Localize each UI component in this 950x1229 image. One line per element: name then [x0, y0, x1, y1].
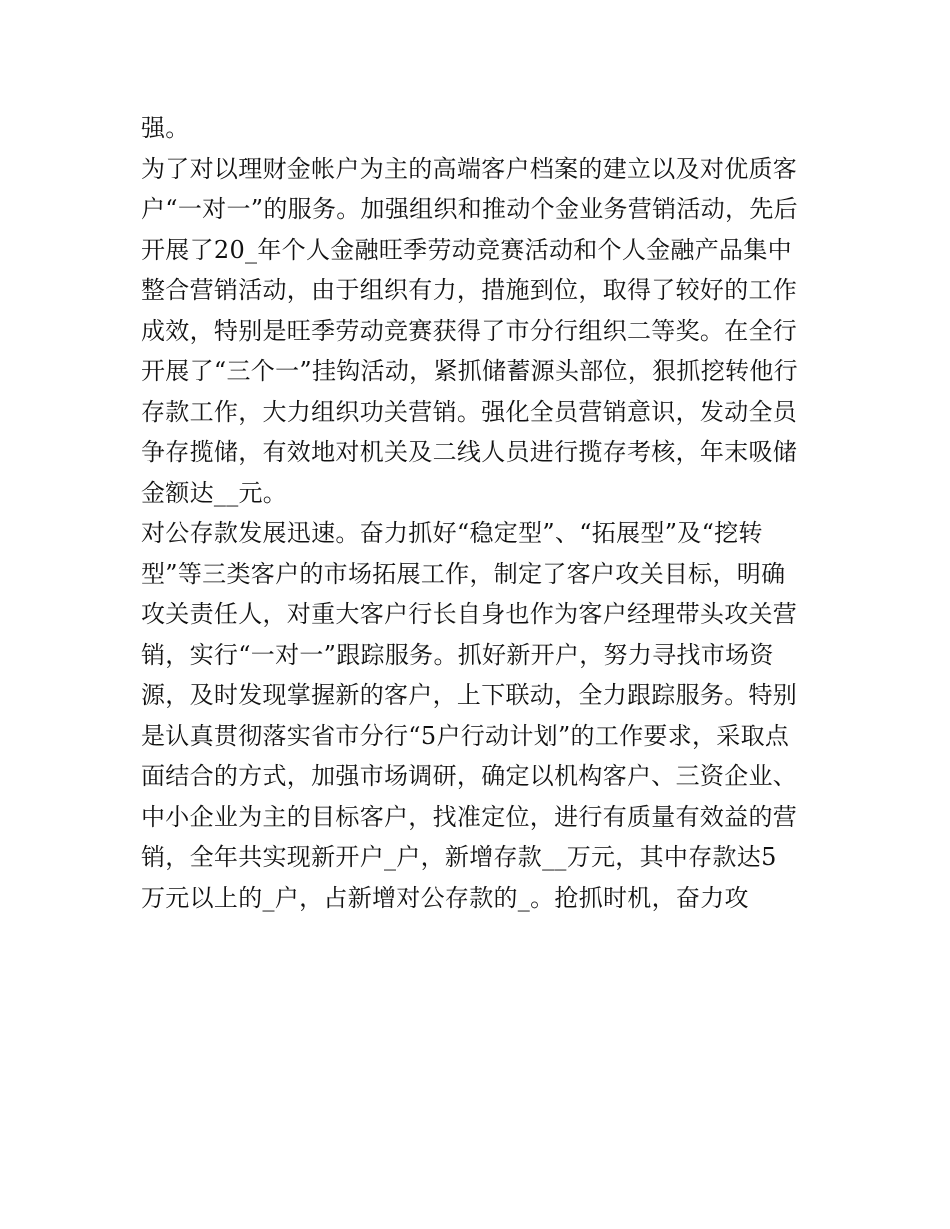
text-line: 争存揽储，有效地对机关及二线人员进行揽存考核，年末吸储 [141, 438, 798, 466]
text-line: 存款工作，大力组织功关营销。强化全员营销意识，发动全员 [141, 397, 798, 426]
text-line: 面结合的方式，加强市场调研，确定以机构客户、三资企业、 [141, 762, 798, 790]
body-text [141, 108, 821, 918]
text-line: 万元以上的_户，占新增对公存款的_。抢抓时机，奋力攻 [141, 883, 749, 912]
text-line: 型”等三类客户的市场拓展工作，制定了客户攻关目标，明确 [141, 559, 786, 588]
text-line: 对公存款发展迅速。奋力抓好“稳定型”、“拓展型”及“挖转 [141, 519, 763, 547]
text-line: 金额达__元。 [141, 478, 288, 507]
text-line: 成效，特别是旺季劳动竞赛获得了市分行组织二等奖。在全行 [141, 316, 798, 345]
text-line: 是认真贯彻落实省市分行“5户行动计划”的工作要求，采取点 [141, 721, 790, 750]
text-line: 强。 [141, 114, 190, 142]
text-line: 户“一对一”的服务。加强组织和推动个金业务营销活动，先后 [141, 195, 798, 223]
text-line: 销，实行“一对一”跟踪服务。抓好新开户，努力寻找市场资 [141, 640, 774, 669]
text-line: 销，全年共实现新开户_户，新增存款__万元，其中存款达5 [141, 843, 777, 871]
text-line: 开展了“三个一”挂钩活动，紧抓储蓄源头部位，狠抓挖转他行 [141, 357, 798, 385]
text-line: 开展了20_年个人金融旺季劳动竞赛活动和个人金融产品集中 [141, 235, 792, 264]
text-line: 中小企业为主的目标客户，找准定位，进行有质量有效益的营 [141, 802, 798, 831]
text-line: 整合营销活动，由于组织有力，措施到位，取得了较好的工作 [141, 276, 798, 304]
text-line: 源，及时发现掌握新的客户，上下联动，全力跟踪服务。特别 [141, 681, 798, 709]
text-line: 攻关责任人，对重大客户行长自身也作为客户经理带头攻关营 [141, 600, 798, 628]
text-line: 为了对以理财金帐户为主的高端客户档案的建立以及对优质客 [141, 154, 798, 183]
